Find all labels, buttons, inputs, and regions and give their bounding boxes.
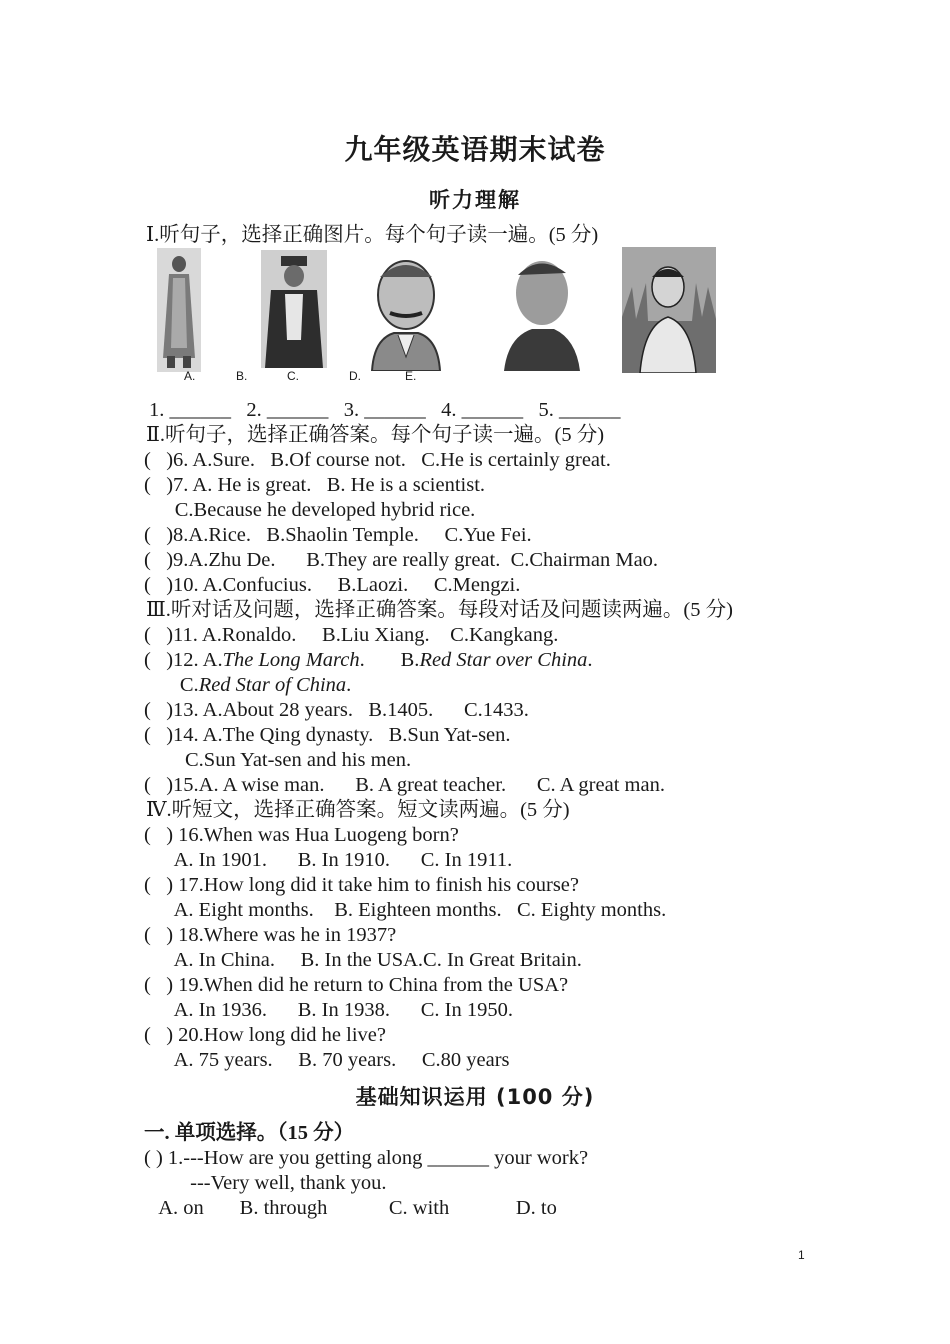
question-20: ( ) 20.How long did he live? (144, 1024, 386, 1046)
picture-d-elderly-man (494, 249, 586, 371)
question-8: ( )8.A.Rice. B.Shaolin Temple. C.Yue Fei. (144, 524, 532, 546)
picture-label-e: E. (405, 369, 417, 383)
question-18: ( ) 18.Where was he in 1937? (144, 924, 397, 946)
question-15: ( )15.A. A wise man. B. A great teacher. C. A great man. (144, 774, 665, 796)
question-16: ( ) 16.When was Hua Luogeng born? (144, 824, 459, 846)
picture-e-man-in-rice-field (622, 247, 716, 373)
question-12c-end: . (346, 674, 352, 696)
question-13: ( )13. A.About 28 years. B.1405. C.1433. (144, 699, 529, 721)
question-12-option-a: The Long March (222, 649, 360, 671)
question-17-options: A. Eight months. B. Eighteen months. C. Eighty months. (144, 899, 667, 921)
question-7-option-c: C.Because he developed hybrid rice. (144, 499, 476, 521)
mc-question-1-options: A. on B. through C. with D. to (144, 1197, 557, 1219)
section1-heading: 一. 单项选择。（15 分） (144, 1122, 355, 1144)
picture-b-ming-official (261, 250, 327, 368)
picture-a-ancient-scholar (157, 248, 201, 372)
question-16-options: A. In 1901. B. In 1910. C. In 1911. (144, 849, 513, 871)
question-12-option-c-line (144, 673, 351, 698)
picture-label-a: A. (184, 369, 196, 383)
part1-answer-blanks: 1. ______ 2. ______ 3. ______ 4. ______ 5. ______ (149, 399, 621, 421)
picture-label-b: B. (236, 369, 248, 383)
question-18-options: A. In China. B. In the USA.C. In Great Britain. (144, 949, 582, 971)
part2-instruction: Ⅱ.听句子，选择正确答案。每个句子读一遍。(5 分) (146, 424, 605, 446)
question-12c-prefix: C. (144, 674, 199, 696)
question-14-option-c: C.Sun Yat-sen and his men. (144, 749, 412, 771)
picture-c-sun-yat-sen (354, 247, 458, 371)
part1-instruction: Ⅰ.听句子，选择正确图片。每个句子读一遍。(5 分) (146, 224, 599, 246)
question-6: ( )6. A.Sure. B.Of course not. C.He is certainly great. (144, 449, 611, 471)
question-12-mid: . B. (359, 649, 420, 671)
question-9: ( )9.A.Zhu De. B.They are really great. C.Chairman Mao. (144, 549, 659, 571)
listening-heading: 听力理解 (429, 188, 521, 212)
basics-heading: 基础知识运用 (100 分) (355, 1085, 595, 1109)
question-14: ( )14. A.The Qing dynasty. B.Sun Yat-sen. (144, 724, 511, 746)
page-number: 1 (798, 1248, 805, 1262)
exam-title: 九年级英语期末试卷 (344, 133, 606, 166)
portrait-pictures (150, 247, 730, 387)
question-12-option-c: Red Star of China (198, 674, 347, 696)
mc-question-1-reply: ---Very well, thank you. (144, 1172, 387, 1194)
part3-instruction: Ⅲ.听对话及问题，选择正确答案。每段对话及问题读两遍。(5 分) (146, 599, 733, 621)
question-11: ( )11. A.Ronaldo. B.Liu Xiang. C.Kangkang. (144, 624, 559, 646)
question-19-options: A. In 1936. B. In 1938. C. In 1950. (144, 999, 513, 1021)
question-20-options: A. 75 years. B. 70 years. C.80 years (144, 1049, 510, 1071)
question-7: ( )7. A. He is great. B. He is a scientist. (144, 474, 486, 496)
part4-instruction: Ⅳ.听短文，选择正确答案。短文读两遍。(5 分) (146, 799, 570, 821)
question-12-prefix: ( )12. A. (144, 649, 223, 671)
question-17: ( ) 17.How long did it take him to finish his course? (144, 874, 579, 896)
question-10: ( )10. A.Confucius. B.Laozi. C.Mengzi. (144, 574, 521, 596)
mc-question-1: ( ) 1.---How are you getting along ______ your work? (144, 1147, 589, 1169)
question-12 (144, 648, 593, 673)
question-19: ( ) 19.When did he return to China from the USA? (144, 974, 569, 996)
question-12-option-b: Red Star over China (419, 649, 588, 671)
question-12-end: . (587, 649, 593, 671)
picture-label-c: C. (287, 369, 299, 383)
picture-label-d: D. (349, 369, 361, 383)
